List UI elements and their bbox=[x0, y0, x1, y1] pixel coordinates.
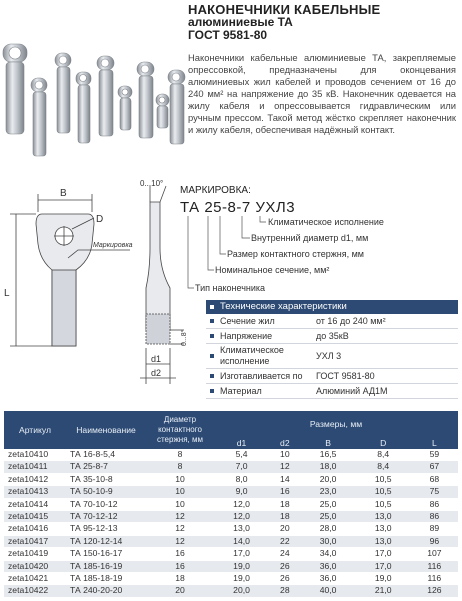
cell-article: zeta10416 bbox=[4, 523, 66, 535]
cell-l: 116 bbox=[411, 560, 458, 572]
cell-d1: 5,4 bbox=[214, 449, 269, 461]
tech-row bbox=[206, 344, 458, 369]
bullet-icon bbox=[210, 334, 214, 338]
col-d1: d1 bbox=[214, 437, 269, 449]
angle-top-label: 0...10° bbox=[140, 179, 164, 188]
cell-article: zeta10422 bbox=[4, 585, 66, 597]
cell-d: 13,0 bbox=[356, 535, 411, 547]
cell-d: 17,0 bbox=[356, 560, 411, 572]
lug-barrel bbox=[52, 270, 76, 346]
cell-d1: 14,0 bbox=[214, 535, 269, 547]
tech-key: Напряжение bbox=[220, 331, 273, 341]
cell-name: ТА 185-16-19 bbox=[66, 560, 146, 572]
cell-d: 8,4 bbox=[356, 449, 411, 461]
cell-name: ТА 70-12-12 bbox=[66, 511, 146, 523]
tech-row bbox=[206, 314, 458, 329]
cell-b: 40,0 bbox=[301, 585, 356, 597]
cell-b: 25,0 bbox=[301, 498, 356, 510]
cell-d: 17,0 bbox=[356, 548, 411, 560]
cell-l: 89 bbox=[411, 523, 458, 535]
cell-rod: 16 bbox=[146, 548, 214, 560]
table-row bbox=[4, 535, 458, 547]
cell-d1: 19,0 bbox=[214, 573, 269, 585]
col-b: B bbox=[301, 437, 356, 449]
tech-header-label: Технические характеристики bbox=[220, 301, 347, 312]
cell-article: zeta10412 bbox=[4, 473, 66, 485]
cell-d2: 26 bbox=[269, 573, 300, 585]
cell-article: zeta10420 bbox=[4, 560, 66, 572]
tech-key: Сечение жил bbox=[220, 316, 275, 326]
dim-d1-label: d1 bbox=[151, 354, 162, 364]
bullet-icon bbox=[210, 374, 214, 378]
cell-l: 86 bbox=[411, 511, 458, 523]
tech-value: ГОСТ 9581-80 bbox=[316, 371, 375, 381]
cell-d: 19,0 bbox=[356, 573, 411, 585]
tech-characteristics bbox=[206, 300, 458, 399]
lug bbox=[31, 78, 47, 156]
cell-d1: 12,0 bbox=[214, 511, 269, 523]
technical-drawing bbox=[0, 178, 200, 406]
cell-name: ТА 50-10-9 bbox=[66, 486, 146, 498]
cell-l: 116 bbox=[411, 573, 458, 585]
cell-l: 68 bbox=[411, 473, 458, 485]
cell-d: 10,5 bbox=[356, 486, 411, 498]
cell-name: ТА 35-10-8 bbox=[66, 473, 146, 485]
spec-table-body bbox=[4, 449, 458, 597]
cell-article: zeta10417 bbox=[4, 535, 66, 547]
description-text: Наконечники кабельные алюминиевые ТА, закрепляемые опрессовкой, предназначены для оконцевания алюминиевых жил кабелей и проводов сечением от 16 до 240 мм² на напряжение до 35 кВ. Наконечник одевается на жилу кабеля и опрессовывается гидравлическим или ручным прессом. Такой метод жёстко скрепляет наконечник и жилу кабеля, обеспечивая надёжный контакт. bbox=[188, 52, 456, 135]
cell-d2: 10 bbox=[269, 449, 300, 461]
cell-article: zeta10419 bbox=[4, 548, 66, 560]
cell-l: 126 bbox=[411, 585, 458, 597]
col-rod: Диаметр контактного стержня, мм bbox=[146, 411, 214, 449]
tech-row bbox=[206, 329, 458, 344]
col-article: Артикул bbox=[4, 411, 66, 449]
cell-name: ТА 95-12-13 bbox=[66, 523, 146, 535]
tech-row bbox=[206, 384, 458, 399]
table-row bbox=[4, 511, 458, 523]
table-row bbox=[4, 449, 458, 461]
tech-value: Алюминий АД1М bbox=[316, 386, 388, 396]
marking-label-rod-size: Размер контактного стержня, мм bbox=[227, 249, 364, 259]
table-row bbox=[4, 498, 458, 510]
cell-article: zeta10414 bbox=[4, 498, 66, 510]
cell-rod: 12 bbox=[146, 535, 214, 547]
cell-l: 86 bbox=[411, 498, 458, 510]
cell-b: 23,0 bbox=[301, 486, 356, 498]
cell-rod: 16 bbox=[146, 560, 214, 572]
cell-l: 75 bbox=[411, 486, 458, 498]
cell-d: 10,5 bbox=[356, 473, 411, 485]
dim-d-label: D bbox=[96, 214, 104, 225]
tech-value: до 35кВ bbox=[316, 331, 349, 341]
cell-rod: 10 bbox=[146, 498, 214, 510]
cell-d1: 12,0 bbox=[214, 498, 269, 510]
cell-rod: 12 bbox=[146, 523, 214, 535]
dim-d2-label: d2 bbox=[151, 368, 162, 378]
cell-d1: 7,0 bbox=[214, 461, 269, 473]
cell-rod: 20 bbox=[146, 585, 214, 597]
cell-d1: 20,0 bbox=[214, 585, 269, 597]
tech-value: УХЛ 3 bbox=[316, 351, 342, 361]
cell-d2: 18 bbox=[269, 511, 300, 523]
marking-label-inner-diameter: Внутренний диаметр d1, мм bbox=[251, 233, 369, 243]
cell-d2: 12 bbox=[269, 461, 300, 473]
tech-key: Климатическое исполнение bbox=[220, 345, 284, 366]
table-row bbox=[4, 560, 458, 572]
table-row bbox=[4, 473, 458, 485]
table-row bbox=[4, 523, 458, 535]
marking-label-section: Номинальное сечение, мм² bbox=[215, 265, 330, 275]
col-d2: d2 bbox=[269, 437, 300, 449]
cell-b: 34,0 bbox=[301, 548, 356, 560]
tech-header bbox=[206, 300, 458, 314]
cell-rod: 12 bbox=[146, 511, 214, 523]
cell-d1: 8,0 bbox=[214, 473, 269, 485]
cell-l: 96 bbox=[411, 535, 458, 547]
table-row bbox=[4, 461, 458, 473]
cell-article: zeta10415 bbox=[4, 511, 66, 523]
cell-article: zeta10410 bbox=[4, 449, 66, 461]
cell-l: 67 bbox=[411, 461, 458, 473]
col-l: L bbox=[411, 437, 458, 449]
cell-name: ТА 16-8-5,4 bbox=[66, 449, 146, 461]
tech-value: от 16 до 240 мм² bbox=[316, 316, 386, 326]
table-row bbox=[4, 573, 458, 585]
dim-l-label: L bbox=[4, 288, 10, 299]
cell-d: 13,0 bbox=[356, 511, 411, 523]
tech-row bbox=[206, 369, 458, 384]
cell-b: 30,0 bbox=[301, 535, 356, 547]
page-subtitle: алюминиевые ТА bbox=[188, 15, 293, 29]
marking-label-type: Тип наконечника bbox=[195, 283, 266, 293]
dim-b-label: B bbox=[60, 188, 67, 199]
tech-key: Материал bbox=[220, 386, 262, 396]
cell-b: 18,0 bbox=[301, 461, 356, 473]
cell-name: ТА 70-10-12 bbox=[66, 498, 146, 510]
bullet-icon bbox=[210, 354, 214, 358]
cell-d1: 13,0 bbox=[214, 523, 269, 535]
cell-d2: 16 bbox=[269, 486, 300, 498]
cell-l: 59 bbox=[411, 449, 458, 461]
cell-article: zeta10413 bbox=[4, 486, 66, 498]
cell-d2: 24 bbox=[269, 548, 300, 560]
spec-table bbox=[4, 411, 458, 598]
tech-key: Изготавливается по bbox=[220, 371, 303, 381]
cell-b: 20,0 bbox=[301, 473, 356, 485]
angle-bottom-label: 0...8° bbox=[181, 329, 188, 346]
cell-d: 8,4 bbox=[356, 461, 411, 473]
cell-d: 21,0 bbox=[356, 585, 411, 597]
cell-name: ТА 25-8-7 bbox=[66, 461, 146, 473]
cell-d1: 17,0 bbox=[214, 548, 269, 560]
table-row bbox=[4, 585, 458, 597]
bullet-icon bbox=[210, 305, 214, 309]
page-title: НАКОНЕЧНИКИ КАБЕЛЬНЫЕ bbox=[188, 2, 381, 17]
marking-label: Маркировка bbox=[93, 242, 133, 249]
cell-d2: 28 bbox=[269, 585, 300, 597]
cell-b: 16,5 bbox=[301, 449, 356, 461]
cell-d1: 19,0 bbox=[214, 560, 269, 572]
cell-name: ТА 150-16-17 bbox=[66, 548, 146, 560]
cell-rod: 18 bbox=[146, 573, 214, 585]
cell-b: 28,0 bbox=[301, 523, 356, 535]
cell-b: 36,0 bbox=[301, 560, 356, 572]
cell-rod: 10 bbox=[146, 473, 214, 485]
cell-rod: 8 bbox=[146, 461, 214, 473]
cell-d2: 18 bbox=[269, 498, 300, 510]
marking-title: МАРКИРОВКА: bbox=[180, 185, 251, 196]
cell-d2: 22 bbox=[269, 535, 300, 547]
table-row bbox=[4, 486, 458, 498]
lug-side-outline bbox=[146, 202, 170, 330]
col-name: Наименование bbox=[66, 411, 146, 449]
cell-article: zeta10411 bbox=[4, 461, 66, 473]
cell-rod: 10 bbox=[146, 486, 214, 498]
cell-d: 13,0 bbox=[356, 523, 411, 535]
marking-code: ТА 25-8-7 УХЛ3 bbox=[180, 199, 296, 216]
cell-d2: 14 bbox=[269, 473, 300, 485]
col-sizes: Размеры, мм bbox=[214, 411, 458, 437]
cell-name: ТА 120-12-14 bbox=[66, 535, 146, 547]
lug-large bbox=[3, 44, 27, 134]
col-d: D bbox=[356, 437, 411, 449]
marking-label-climate: Климатическое исполнение bbox=[268, 217, 384, 227]
table-row bbox=[4, 548, 458, 560]
cell-b: 25,0 bbox=[301, 511, 356, 523]
bullet-icon bbox=[210, 319, 214, 323]
cell-name: ТА 185-18-19 bbox=[66, 573, 146, 585]
cell-d: 10,5 bbox=[356, 498, 411, 510]
bullet-icon bbox=[210, 389, 214, 393]
page-standard: ГОСТ 9581-80 bbox=[188, 28, 268, 42]
cell-d1: 9,0 bbox=[214, 486, 269, 498]
cell-l: 107 bbox=[411, 548, 458, 560]
cell-rod: 8 bbox=[146, 449, 214, 461]
cell-d2: 26 bbox=[269, 560, 300, 572]
cell-d2: 20 bbox=[269, 523, 300, 535]
cell-b: 36,0 bbox=[301, 573, 356, 585]
product-photo bbox=[0, 0, 186, 170]
cell-name: ТА 240-20-20 bbox=[66, 585, 146, 597]
cell-article: zeta10421 bbox=[4, 573, 66, 585]
